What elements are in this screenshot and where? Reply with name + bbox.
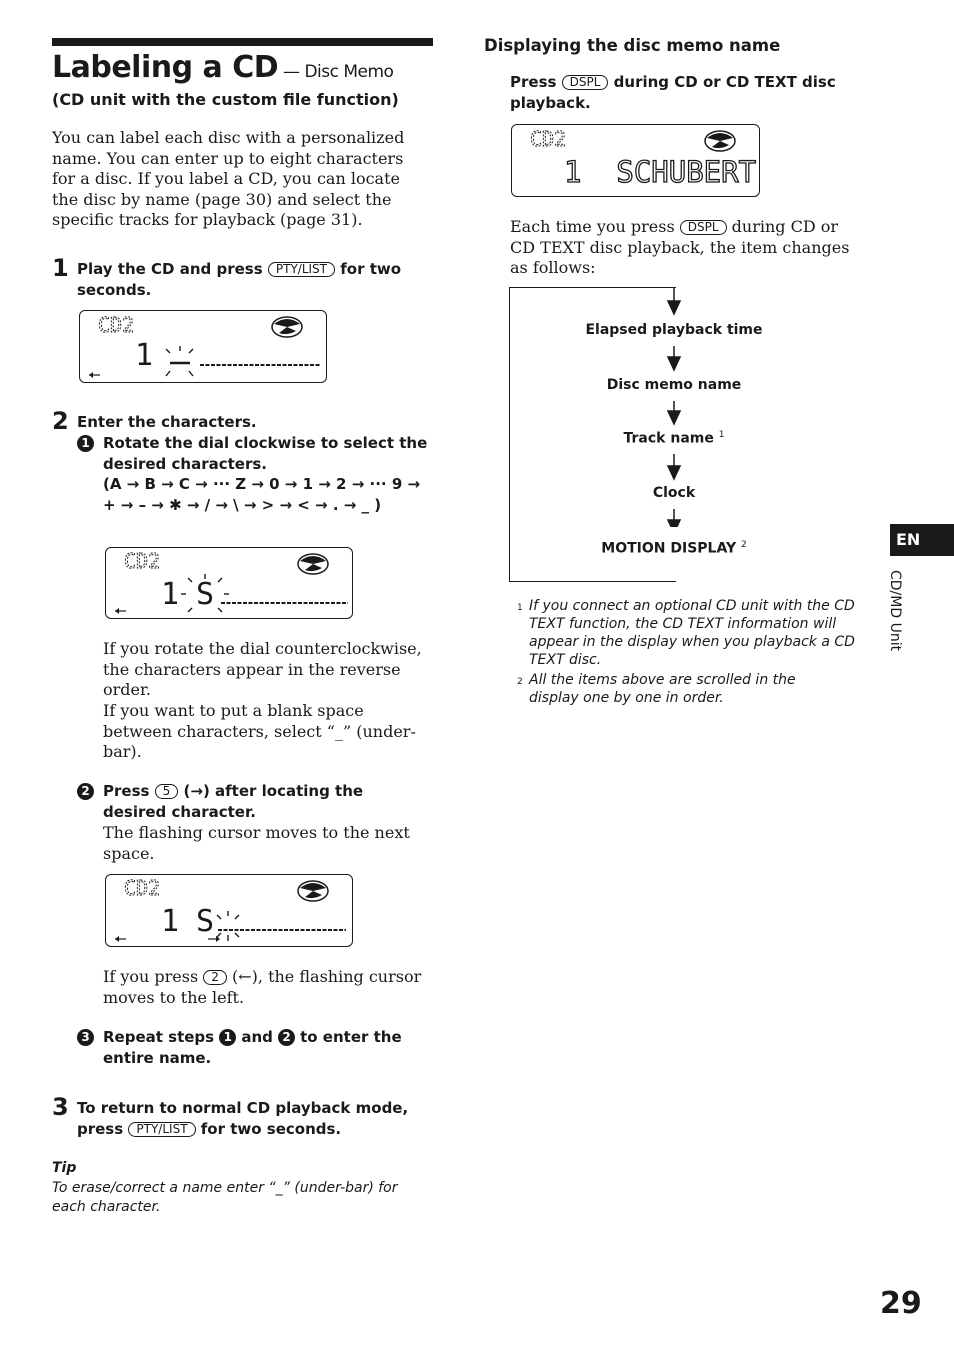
lcd-display-step2b [105,874,353,947]
lcd-disc-label: CD2 [98,313,135,337]
step-3-number: 3 [52,1093,69,1121]
press-dspl-instruction: Press DSPL during CD or CD TEXT disc playback. [510,73,836,112]
left-arrow-icon [115,608,126,614]
left-arrow-icon [115,936,126,942]
left-arrow-icon [89,372,100,378]
disc-icon [298,881,328,901]
footnote-2: All the items above are scrolled in the display one by one in order. [529,672,796,706]
lcd-track-number: 1 [161,577,180,612]
step-2-text: Enter the characters. [77,413,257,431]
flashing-cursor-icon [166,346,193,376]
sub-step-3-marker: 3 [77,1027,97,1048]
key-2: 2 [203,970,227,985]
sub-step-1-marker: 1 [77,433,97,454]
flow-item-clock: Clock [652,485,696,501]
lcd-track-number: 1 [135,338,154,373]
lcd-display-schubert [511,124,760,197]
step-ref-2: 2 [278,1029,295,1046]
blank-space-note: If you want to put a blank space between characters, select “_” (under-bar). [103,701,416,761]
section-side-label: CD/MD Unit [887,570,903,652]
key-5: 5 [155,784,179,799]
page-title-suffix: — Disc Memo [278,62,394,82]
lcd-display-step2 [105,547,353,619]
footnote-1-mark: 1 [517,603,523,613]
cursor-moves-note: The flashing cursor moves to the next space. [103,823,410,863]
sub-step-1-text: Rotate the dial clockwise to select the desired characters. [103,434,428,473]
lcd-selected-character: S [196,904,215,939]
step-1-number: 1 [52,254,69,282]
flashing-cursor-icon [217,911,239,941]
arrow-down-icon [668,301,680,314]
dspl-key: DSPL [680,220,727,235]
arrow-down-icon [668,466,680,479]
page-subtitle: (CD unit with the custom file function) [52,90,399,109]
character-sequence: (A → B → C → ··· Z → 0 → 1 → 2 → ··· 9 → + → – → ✱ → / → \ → > → < → . → _ ) [103,475,421,514]
tip-text: To erase/correct a name enter “_” (under-bar) for each character. [52,1180,398,1215]
footnote-2-mark: 2 [517,677,523,687]
step-3-text: To return to normal CD playback mode, press PTY/LIST for two seconds. [77,1099,409,1138]
lcd-track-number: 1 [161,904,180,939]
section-heading: Displaying the disc memo name [484,36,781,55]
intro-paragraph: You can label each disc with a personalized name. You can enter up to eight characters for a disc. If you label a CD, you can locate the disc by name (page 30) and select the specific tracks for playback (page 31). [52,128,405,229]
step-1-text: Play the CD and press PTY/LIST for two seconds. [77,260,402,299]
lcd-selected-character: S [196,577,215,612]
flow-item-disc-memo: Disc memo name [606,377,742,393]
lcd-disc-label: CD2 [124,549,161,573]
sub-step-2-text: Press 5 (→) after locating the desired character. [103,782,364,821]
step-ref-1: 1 [219,1029,236,1046]
footnote-1: If you connect an optional CD unit with the CD TEXT function, the CD TEXT information will appear in the display when you playback a CD TEXT disc. [529,598,855,668]
language-tab: EN [890,524,954,556]
counterclockwise-note: If you rotate the dial counterclockwise, the characters appear in the reverse order. [103,639,422,699]
arrow-down-icon [668,520,680,527]
pty-list-key: PTY/LIST [128,1122,195,1137]
disc-icon [298,554,328,574]
cursor-left-note: If you press 2 (←), the flashing cursor moves to the left. [103,967,422,1007]
arrow-down-icon [668,411,680,424]
flow-item-elapsed-time: Elapsed playback time [585,322,763,338]
lcd-display-step1 [79,310,327,383]
disc-icon [272,317,302,337]
flow-item-motion-display: MOTION DISPLAY $^2$ [601,540,747,557]
page-number: 29 [880,1286,922,1321]
sub-step-2-marker: 2 [77,781,97,802]
step-2-number: 2 [52,407,69,435]
title-rule [52,38,433,46]
tip-title: Tip [52,1160,77,1176]
flow-item-track-name: Track name $^1$ [623,430,725,447]
lcd-disc-label: CD2 [530,127,567,151]
arrow-down-icon [668,357,680,370]
dspl-key: DSPL [562,75,609,90]
lcd-disc-memo-name: 1 SCHUBERT [564,155,757,189]
disc-icon [705,131,735,151]
pty-list-key: PTY/LIST [268,262,335,277]
page-title: Labeling a CD — Disc Memo [52,50,394,85]
each-time-paragraph: Each time you press DSPL during CD or CD TEXT disc playback, the item changes as follows: [510,217,850,277]
lcd-disc-label: CD2 [124,876,161,900]
sub-step-3-text: Repeat steps 1 and 2 to enter the entire name. [103,1028,402,1067]
